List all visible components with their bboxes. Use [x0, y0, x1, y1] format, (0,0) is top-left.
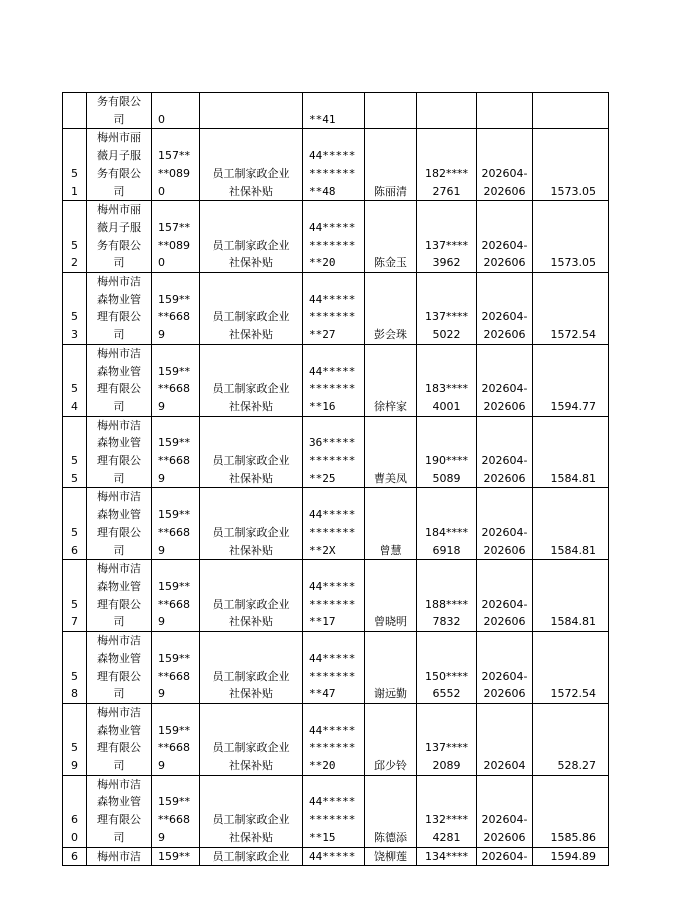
id-number-cell — [303, 416, 365, 488]
row-number-cell — [63, 93, 87, 129]
company-phone-cell — [152, 93, 200, 129]
amount-cell-text: 1572.54 — [550, 328, 596, 342]
person-name-cell — [365, 632, 417, 704]
period-cell — [477, 703, 533, 775]
period-cell — [477, 775, 533, 847]
row-number-cell-text: 6 — [71, 849, 78, 863]
mobile-cell — [417, 488, 477, 560]
period-cell — [477, 273, 533, 345]
company-phone-cell — [152, 129, 200, 201]
subsidy-program-cell — [200, 273, 303, 345]
mobile-cell-text: 190**** 5089 — [425, 454, 468, 485]
table-row — [63, 703, 609, 775]
subsidy-table — [62, 92, 609, 866]
company-cell-text: 梅州市洁 森物业管 理有限公 司 — [97, 634, 141, 701]
company-phone-cell — [152, 703, 200, 775]
row-number-cell-text: 5 4 — [71, 382, 78, 413]
row-number-cell — [63, 416, 87, 488]
period-cell — [477, 416, 533, 488]
id-number-cell-text: 44***** ******* **2X — [309, 508, 356, 557]
id-number-cell — [303, 488, 365, 560]
company-phone-cell — [152, 344, 200, 416]
mobile-cell — [417, 344, 477, 416]
id-number-cell — [303, 344, 365, 416]
mobile-cell-text: 137**** 2089 — [425, 741, 468, 773]
company-cell — [87, 488, 152, 560]
person-name-cell-text: 曹美凤 — [374, 471, 407, 485]
row-number-cell — [63, 344, 87, 416]
amount-cell — [533, 847, 609, 865]
period-cell-text: 202604- 202606 — [481, 525, 528, 557]
person-name-cell — [365, 488, 417, 560]
mobile-cell-text: 182**** 2761 — [425, 166, 468, 198]
person-name-cell-text: 曾晓明 — [374, 615, 407, 629]
id-number-cell-text: **41 — [309, 112, 336, 126]
company-cell-text: 梅州市洁 森物业管 理有限公 司 — [97, 705, 141, 773]
person-name-cell — [365, 344, 417, 416]
period-cell-text: 202604 — [483, 759, 526, 773]
amount-cell — [533, 344, 609, 416]
period-cell-text: 202604- — [481, 849, 528, 863]
amount-cell — [533, 416, 609, 488]
company-cell-text: 梅州市洁 — [97, 849, 141, 863]
row-number-cell-text: 5 5 — [71, 454, 78, 485]
amount-cell-text: 1572.54 — [550, 687, 596, 701]
company-phone-cell — [152, 273, 200, 345]
company-cell — [87, 129, 152, 201]
mobile-cell-text: 134**** — [425, 849, 468, 863]
person-name-cell — [365, 416, 417, 488]
mobile-cell — [417, 201, 477, 273]
period-cell-text: 202604- 202606 — [481, 813, 528, 844]
period-cell-text: 202604- 202606 — [481, 166, 528, 198]
person-name-cell — [365, 560, 417, 632]
company-phone-cell-text: 159** **668 9 — [158, 436, 190, 485]
company-cell-text: 梅州市洁 森物业管 理有限公 司 — [97, 418, 141, 485]
company-phone-cell — [152, 560, 200, 632]
id-number-cell — [303, 273, 365, 345]
period-cell-text: 202604- 202606 — [481, 454, 528, 485]
person-name-cell-text: 彭会珠 — [374, 328, 407, 342]
mobile-cell-text: 188**** 7832 — [425, 597, 468, 629]
period-cell-text: 202604- 202606 — [481, 669, 528, 701]
amount-cell — [533, 129, 609, 201]
person-name-cell — [365, 273, 417, 345]
company-phone-cell — [152, 416, 200, 488]
subsidy-program-cell-text: 员工制家政企业 社保补贴 — [212, 669, 290, 701]
period-cell-text: 202604- 202606 — [481, 310, 528, 342]
row-number-cell-text: 5 2 — [71, 238, 78, 270]
company-cell-text: 梅州市洁 森物业管 理有限公 司 — [97, 275, 141, 342]
mobile-cell — [417, 93, 477, 129]
mobile-cell-text: 184**** 6918 — [425, 525, 468, 557]
mobile-cell-text: 137**** 3962 — [425, 238, 468, 270]
company-phone-cell-text: 157** **089 0 — [158, 220, 190, 270]
table-row — [63, 344, 609, 416]
mobile-cell — [417, 703, 477, 775]
subsidy-program-cell-text: 员工制家政企业 社保补贴 — [212, 741, 290, 773]
period-cell-text: 202604- 202606 — [481, 382, 528, 413]
id-number-cell — [303, 93, 365, 129]
subsidy-program-cell — [200, 703, 303, 775]
mobile-cell-text: 183**** 4001 — [425, 382, 468, 413]
subsidy-program-cell-text: 员工制家政企业 社保补贴 — [212, 454, 290, 485]
company-cell — [87, 201, 152, 273]
person-name-cell — [365, 93, 417, 129]
id-number-cell-text: 44***** ******* **17 — [309, 579, 356, 629]
row-number-cell — [63, 703, 87, 775]
subsidy-program-cell — [200, 560, 303, 632]
row-number-cell — [63, 560, 87, 632]
id-number-cell — [303, 775, 365, 847]
subsidy-program-cell-text: 员工制家政企业 — [212, 849, 290, 863]
subsidy-program-cell — [200, 847, 303, 865]
company-phone-cell — [152, 201, 200, 273]
id-number-cell — [303, 632, 365, 704]
row-number-cell-text: 5 1 — [71, 166, 78, 198]
company-cell — [87, 416, 152, 488]
person-name-cell-text: 陈德添 — [374, 830, 407, 844]
amount-cell — [533, 775, 609, 847]
table-body — [63, 93, 609, 866]
amount-cell — [533, 488, 609, 560]
subsidy-program-cell-text: 员工制家政企业 社保补贴 — [212, 238, 290, 270]
table-row — [63, 632, 609, 704]
company-cell — [87, 703, 152, 775]
row-number-cell-text: 5 7 — [71, 597, 78, 629]
company-cell — [87, 273, 152, 345]
table-row — [63, 416, 609, 488]
id-number-cell-text: 44***** ******* **48 — [309, 149, 356, 198]
amount-cell — [533, 560, 609, 632]
company-phone-cell-text: 0 — [158, 112, 165, 126]
row-number-cell — [63, 129, 87, 201]
person-name-cell — [365, 703, 417, 775]
id-number-cell — [303, 847, 365, 865]
company-phone-cell — [152, 775, 200, 847]
person-name-cell-text: 谢远勤 — [374, 687, 407, 701]
subsidy-program-cell — [200, 775, 303, 847]
amount-cell — [533, 201, 609, 273]
amount-cell-text: 1573.05 — [550, 256, 596, 270]
person-name-cell-text: 陈丽清 — [374, 184, 407, 198]
company-phone-cell-text: 159** **668 9 — [158, 508, 190, 557]
company-cell — [87, 93, 152, 129]
company-cell-text: 梅州市洁 森物业管 理有限公 司 — [97, 346, 141, 413]
period-cell — [477, 560, 533, 632]
company-cell — [87, 632, 152, 704]
table-row — [63, 560, 609, 632]
amount-cell-text: 528.27 — [557, 759, 596, 773]
company-cell-text: 梅州市洁 森物业管 理有限公 司 — [97, 777, 141, 844]
subsidy-program-cell-text: 员工制家政企业 社保补贴 — [212, 813, 290, 844]
subsidy-program-cell — [200, 344, 303, 416]
table-row — [63, 129, 609, 201]
company-phone-cell-text: 159** **668 9 — [158, 292, 190, 342]
company-cell-text: 梅州市洁 森物业管 理有限公 司 — [97, 490, 141, 557]
table-row — [63, 488, 609, 560]
subsidy-program-cell-text: 员工制家政企业 社保补贴 — [212, 166, 290, 198]
company-cell — [87, 344, 152, 416]
id-number-cell — [303, 201, 365, 273]
subsidy-program-cell — [200, 632, 303, 704]
mobile-cell — [417, 632, 477, 704]
subsidy-program-cell-text: 员工制家政企业 社保补贴 — [212, 310, 290, 342]
person-name-cell — [365, 775, 417, 847]
subsidy-program-cell — [200, 416, 303, 488]
period-cell — [477, 129, 533, 201]
period-cell — [477, 847, 533, 865]
table-row — [63, 201, 609, 273]
id-number-cell — [303, 703, 365, 775]
mobile-cell-text: 150**** 6552 — [425, 669, 468, 701]
id-number-cell-text: 44***** ******* **20 — [309, 723, 356, 773]
mobile-cell — [417, 273, 477, 345]
subsidy-program-cell — [200, 93, 303, 129]
company-cell-text: 梅州市洁 森物业管 理有限公 司 — [97, 562, 141, 629]
row-number-cell-text: 5 3 — [71, 310, 78, 342]
company-cell — [87, 775, 152, 847]
id-number-cell-text: 44***** ******* **16 — [309, 364, 356, 413]
person-name-cell — [365, 201, 417, 273]
company-cell — [87, 560, 152, 632]
row-number-cell-text: 5 6 — [71, 525, 78, 557]
id-number-cell-text: 44***** ******* **27 — [309, 292, 356, 342]
mobile-cell — [417, 416, 477, 488]
row-number-cell — [63, 273, 87, 345]
company-phone-cell-text: 159** — [158, 849, 190, 863]
subsidy-program-cell-text: 员工制家政企业 社保补贴 — [212, 597, 290, 629]
table-row — [63, 775, 609, 847]
amount-cell-text: 1573.05 — [550, 184, 596, 198]
period-cell — [477, 344, 533, 416]
subsidy-program-cell — [200, 129, 303, 201]
person-name-cell — [365, 847, 417, 865]
row-number-cell-text: 5 9 — [71, 741, 78, 773]
id-number-cell-text: 44***** ******* **47 — [309, 651, 356, 701]
period-cell — [477, 201, 533, 273]
amount-cell-text: 1594.89 — [550, 849, 596, 863]
amount-cell — [533, 93, 609, 129]
amount-cell-text: 1584.81 — [550, 471, 596, 485]
amount-cell — [533, 703, 609, 775]
company-phone-cell-text: 159** **668 9 — [158, 579, 190, 629]
mobile-cell-text: 137**** 5022 — [425, 310, 468, 342]
company-phone-cell-text: 159** **668 9 — [158, 795, 190, 844]
id-number-cell-text: 44***** ******* **20 — [309, 220, 356, 270]
person-name-cell-text: 曾慧 — [379, 543, 402, 557]
amount-cell-text: 1584.81 — [550, 615, 596, 629]
company-phone-cell-text: 159** **668 9 — [158, 651, 190, 701]
company-cell-text: 梅州市丽 薇月子服 务有限公 司 — [97, 131, 141, 198]
subsidy-program-cell-text: 员工制家政企业 社保补贴 — [212, 525, 290, 557]
period-cell-text: 202604- 202606 — [481, 597, 528, 629]
person-name-cell-text: 饶柳莲 — [374, 849, 407, 863]
id-number-cell-text: 44***** — [309, 849, 356, 863]
amount-cell — [533, 632, 609, 704]
row-number-cell — [63, 847, 87, 865]
amount-cell-text: 1594.77 — [550, 399, 596, 413]
row-number-cell-text: 6 0 — [71, 813, 78, 844]
company-phone-cell-text: 157** **089 0 — [158, 149, 190, 198]
company-cell — [87, 847, 152, 865]
row-number-cell — [63, 201, 87, 273]
subsidy-program-cell-text: 员工制家政企业 社保补贴 — [212, 382, 290, 413]
company-cell-text: 梅州市丽 薇月子服 务有限公 司 — [97, 203, 141, 270]
table-row — [63, 847, 609, 865]
mobile-cell — [417, 775, 477, 847]
period-cell — [477, 632, 533, 704]
row-number-cell-text: 5 8 — [71, 669, 78, 701]
mobile-cell — [417, 129, 477, 201]
period-cell — [477, 488, 533, 560]
mobile-cell — [417, 560, 477, 632]
company-phone-cell — [152, 488, 200, 560]
mobile-cell — [417, 847, 477, 865]
row-number-cell — [63, 632, 87, 704]
period-cell-text: 202604- 202606 — [481, 238, 528, 270]
id-number-cell — [303, 560, 365, 632]
id-number-cell-text: 44***** ******* **15 — [309, 795, 356, 844]
person-name-cell-text: 陈金玉 — [374, 256, 407, 270]
row-number-cell — [63, 488, 87, 560]
person-name-cell — [365, 129, 417, 201]
period-cell — [477, 93, 533, 129]
id-number-cell-text: 36***** ******* **25 — [309, 436, 356, 485]
subsidy-program-cell — [200, 201, 303, 273]
amount-cell — [533, 273, 609, 345]
amount-cell-text: 1585.86 — [550, 830, 596, 844]
person-name-cell-text: 徐梓家 — [374, 399, 407, 413]
subsidy-program-cell — [200, 488, 303, 560]
mobile-cell-text: 132**** 4281 — [425, 813, 468, 844]
company-phone-cell-text: 159** **668 9 — [158, 723, 190, 773]
company-phone-cell-text: 159** **668 9 — [158, 364, 190, 413]
company-cell-text: 务有限公 司 — [97, 95, 141, 126]
company-phone-cell — [152, 847, 200, 865]
row-number-cell — [63, 775, 87, 847]
id-number-cell — [303, 129, 365, 201]
company-phone-cell — [152, 632, 200, 704]
table-row — [63, 93, 609, 129]
amount-cell-text: 1584.81 — [550, 543, 596, 557]
person-name-cell-text: 邱少铃 — [374, 759, 407, 773]
table-row — [63, 273, 609, 345]
